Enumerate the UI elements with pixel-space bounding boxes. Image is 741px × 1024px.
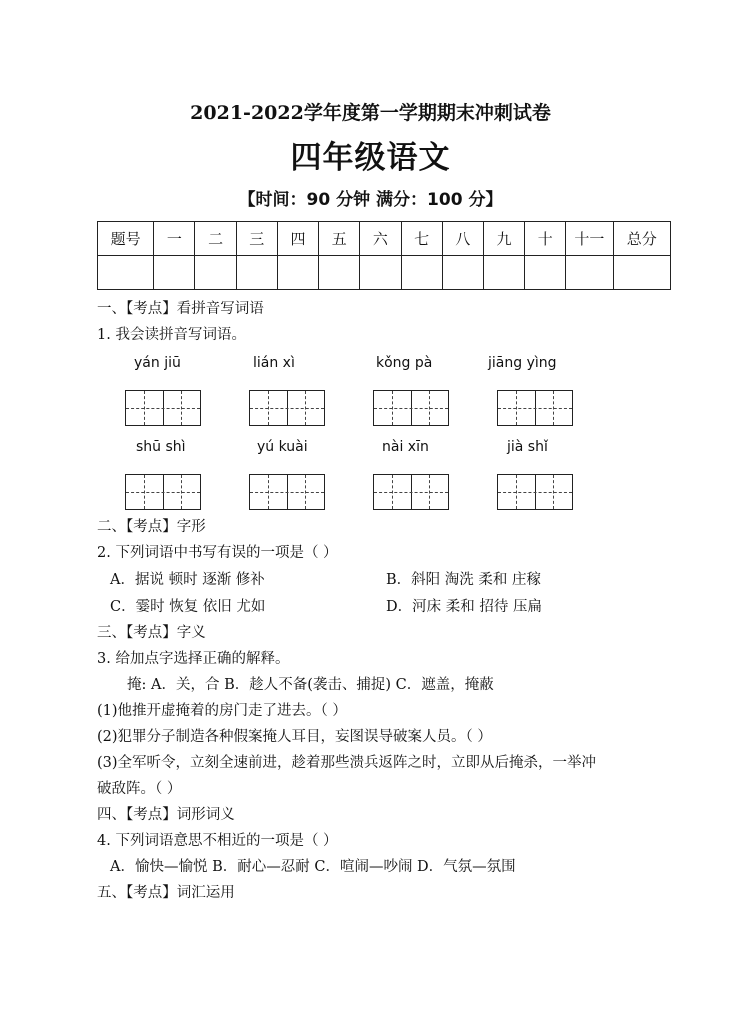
option-b: B．斜阳 淘洗 柔和 庄稼 <box>386 572 541 588</box>
score-cell[interactable] <box>236 256 277 290</box>
option-d: D．河床 柔和 招待 压扁 <box>386 599 542 615</box>
score-cell[interactable] <box>401 256 442 290</box>
pinyin-label: nài xīn <box>382 439 429 455</box>
score-cell[interactable] <box>195 256 236 290</box>
sentence-2: (2)犯罪分子制造各种假案掩人耳目，妄图误导破案人员。（ ） <box>97 729 492 745</box>
sentence-3-line2: 破敌阵。（ ） <box>97 781 182 797</box>
score-cell[interactable] <box>483 256 524 290</box>
sentence-1: (1)他推开虚掩着的房门走了进去。（ ） <box>97 703 347 719</box>
section5-heading: 五、【考点】词汇运用 <box>97 885 235 901</box>
writing-grid[interactable] <box>125 474 201 510</box>
exam-subtitle: 四年级语文 <box>290 140 451 176</box>
header-cell: 七 <box>401 222 442 256</box>
sentence-3-line1: (3)全军听令，立刻全速前进，趁着那些溃兵返阵之时，立即从后掩杀，一举冲 <box>97 755 597 771</box>
option-c: C．霎时 恢复 依旧 尤如 <box>110 599 266 615</box>
score-cell[interactable] <box>319 256 360 290</box>
section1-heading: 一、【考点】看拼音写词语 <box>97 301 264 317</box>
option-a: A．据说 顿时 逐渐 修补 <box>110 572 265 588</box>
header-cell: 九 <box>483 222 524 256</box>
header-cell: 六 <box>360 222 401 256</box>
header-cell: 一 <box>154 222 195 256</box>
writing-grid[interactable] <box>497 390 573 426</box>
score-cell[interactable] <box>154 256 195 290</box>
pinyin-label: shū shì <box>136 439 186 455</box>
score-cell[interactable] <box>98 256 154 290</box>
definition-line: 掩: A．关，合 B．趁人不备(袭击、捕捉) C．遮盖，掩蔽 <box>127 677 494 693</box>
score-table-header-row <box>98 222 671 256</box>
score-cell[interactable] <box>613 256 670 290</box>
header-cell: 十一 <box>566 222 613 256</box>
question-4-options: A．愉快—愉悦 B．耐心—忍耐 C．喧闹—吵闹 D．气氛—氛围 <box>110 859 516 875</box>
score-cell[interactable] <box>360 256 401 290</box>
section3-heading: 三、【考点】字义 <box>97 625 206 641</box>
question-4: 4. 下列词语意思不相近的一项是（ ） <box>97 833 338 849</box>
header-cell: 总分 <box>613 222 670 256</box>
time-score-info: 【时间：90 分钟 满分：100 分】 <box>238 190 503 210</box>
question-3: 3. 给加点字选择正确的解释。 <box>97 651 290 667</box>
score-cell[interactable] <box>566 256 613 290</box>
score-cell[interactable] <box>442 256 483 290</box>
score-cell[interactable] <box>525 256 566 290</box>
header-cell: 十 <box>525 222 566 256</box>
score-cell[interactable] <box>277 256 318 290</box>
exam-title: 2021-2022学年度第一学期期末冲刺试卷 <box>190 102 551 124</box>
question-1: 1. 我会读拼音写词语。 <box>97 327 246 343</box>
pinyin-label: kǒng pà <box>376 355 433 371</box>
writing-grid[interactable] <box>249 474 325 510</box>
writing-grid[interactable] <box>249 390 325 426</box>
pinyin-label: lián xì <box>253 355 295 371</box>
section2-heading: 二、【考点】字形 <box>97 519 206 535</box>
header-cell: 题号 <box>98 222 154 256</box>
header-cell: 八 <box>442 222 483 256</box>
score-table-entry-row <box>98 256 671 290</box>
writing-grid[interactable] <box>373 474 449 510</box>
writing-grid[interactable] <box>373 390 449 426</box>
writing-grid[interactable] <box>125 390 201 426</box>
header-cell: 五 <box>319 222 360 256</box>
pinyin-label: yán jiū <box>134 355 181 371</box>
score-table <box>97 221 671 290</box>
header-cell: 四 <box>277 222 318 256</box>
pinyin-label: yú kuài <box>257 439 308 455</box>
section4-heading: 四、【考点】词形词义 <box>97 807 235 823</box>
header-cell: 三 <box>236 222 277 256</box>
pinyin-label: jiāng yìng <box>488 355 557 371</box>
header-cell: 二 <box>195 222 236 256</box>
question-2: 2. 下列词语中书写有误的一项是（ ） <box>97 545 338 561</box>
pinyin-label: jià shǐ <box>507 439 548 455</box>
writing-grid[interactable] <box>497 474 573 510</box>
